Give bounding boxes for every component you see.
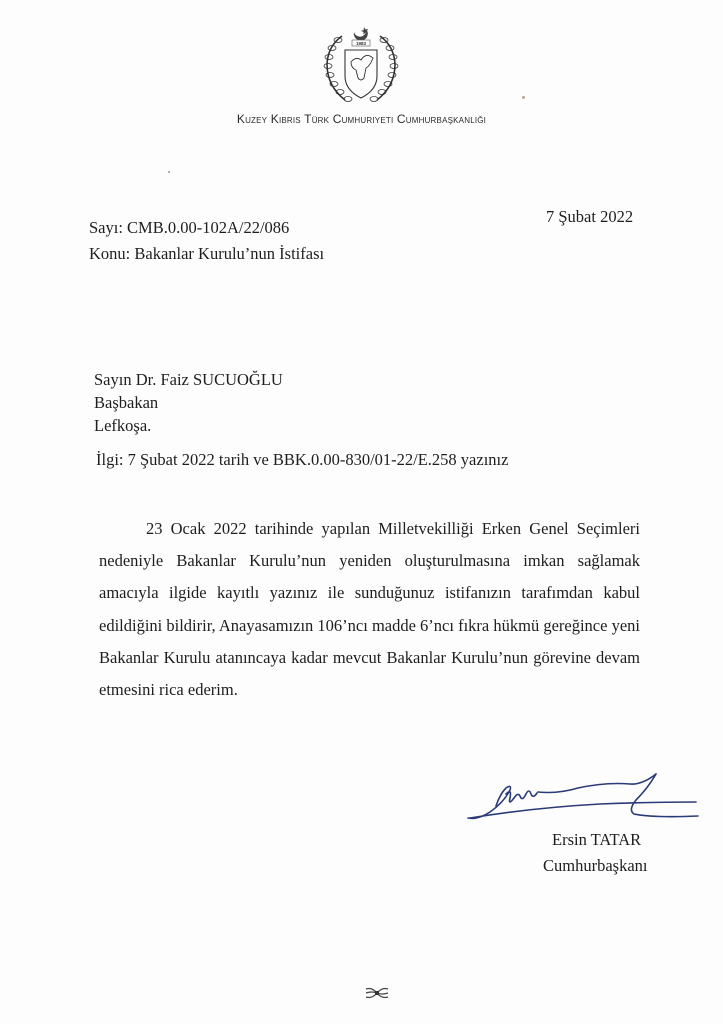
scan-speck	[522, 96, 525, 99]
reference-line: İlgi: 7 Şubat 2022 tarih ve BBK.0.00-830/01-22/E.258 yazınız	[96, 450, 509, 469]
scan-speck	[168, 171, 170, 173]
subject-line: Konu: Bakanlar Kurulu’nun İstifası	[89, 244, 325, 263]
footer-ornament-icon	[364, 986, 390, 1000]
svg-text:1983: 1983	[355, 41, 367, 46]
state-emblem-icon	[318, 18, 404, 108]
recipient-title: Başbakan	[94, 393, 159, 412]
reference-number: Sayı: CMB.0.00-102A/22/086	[89, 218, 290, 237]
recipient-name: Sayın Dr. Faiz SUCUOĞLU	[94, 370, 283, 389]
institution-name: Kuzey Kıbrıs Türk Cumhuriyeti Cumhurbaşkanlığı	[236, 112, 487, 126]
signatory-title: Cumhurbaşkanı	[543, 856, 648, 875]
body-paragraph	[99, 513, 640, 706]
letter-date: 7 Şubat 2022	[546, 207, 634, 226]
body-text: 23 Ocak 2022 tarihinde yapılan Milletvekilliği Erken Genel Seçimleri nedeniyle Bakanlar Kurulu’nun yeniden oluşturulmasına imkan sağlamak amacıyla ilgide kayıtlı yazınız ile sunduğunuz istifanızın tarafımdan kabul edildiğini bildirir, Anayasamızın 106’ncı madde 6’ncı fıkra hükmü gereğince yeni Bakanlar Kurulu atanıncaya kadar mevcut Bakanlar Kurulu’nun görevine devam etmesini rica ederim.	[99, 519, 640, 700]
signature-image	[466, 762, 700, 834]
recipient-city: Lefkoşa.	[94, 416, 152, 435]
signatory-name: Ersin TATAR	[552, 830, 642, 849]
